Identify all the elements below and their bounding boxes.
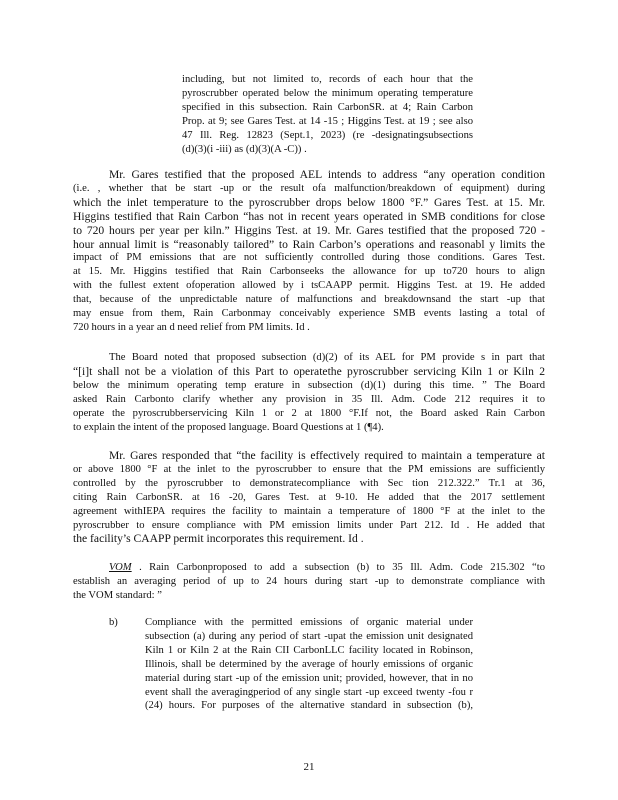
paragraph-line: hour annual limit is “reasonably tailored” to Rain Carbon’s operations and reasonabl y limits the [73,237,545,251]
paragraph-line: The Board noted that proposed subsection (d)(2) of its AEL for PM provide s in part that [109,352,545,363]
quote-line: Kiln 1 or Kiln 2 at the Rain CII CarbonLLC facility located in Robinson, [145,644,473,656]
quote-line: event shall the averagingperiod of any single start -up exceed twenty -fou r [145,686,473,698]
paragraph-line: the VOM standard: ” [73,589,162,601]
subsection-b-label: b) [109,617,118,628]
paragraph-line: at 15. Mr. Higgins testified that Rain Carbonseeks the allowance for up to720 hours to align [73,266,545,278]
paragraph-line: 720 hours in a year an d need relief from PM limits. Id . [73,321,310,333]
paragraph-line: Mr. Gares testified that the proposed AEL intends to address “any operation condition [109,168,545,181]
paragraph-line: agreement withIEPA requires the facility to maintain a temperature of 1800 °F at the inlet to the [73,505,545,517]
paragraph-line: to explain the intent of the proposed language. Board Questions at 1 (¶4). [73,421,384,433]
paragraph-line: operate the pyroscrubberservicing Kiln 1 or 2 at 1800 °F.If not, the Board asked Rain Carbon [73,407,545,419]
vom-heading: VOM [109,562,132,573]
quote-line: specified in this subsection. Rain CarbonSR. at 4; Rain Carbon [182,101,473,113]
quote-line: (d)(3)(i -iii) as (d)(3)(A -C)) . [182,143,307,155]
paragraph-line: which the inlet temperature to the pyroscrubber drops below 1800 °F.” Gares Test. at 15. Mr. [73,195,545,209]
quote-line: pyroscrubber operated below the minimum operating temperature [182,87,473,99]
quote-line: Compliance with the permitted emissions of organic material under [145,617,473,628]
paragraph-line: controlled by the pyroscrubber to demonstratecompliance with Sec tion 212.322.” Tr.1 at 36, [73,477,545,489]
quote-line: Illinois, shall be determined by the average of hourly emissions of organic [145,658,473,670]
paragraph-line: “[i]t shall not be a violation of this Part to operatethe pyroscrubber servicing Kiln 1 or Kiln 2 [73,364,545,378]
paragraph-line: below the minimum operating temp erature in subsection (d)(1) during this time. ” The Board [73,379,545,391]
paragraph-line: pyroscrubber to ensure compliance with PM emission limits under Part 212. Id . He added that [73,519,545,531]
quote-line: material during start -up of the emission unit; provided, however, that in no [145,672,473,684]
paragraph-line: impact of PM emissions that are not sufficiently controlled during those conditions. Gares Test. [73,252,545,264]
paragraph-line: Mr. Gares responded that “the facility is effectively required to maintain a temperature at [109,449,545,462]
quote-line: including, but not limited to, records of each hour that the [182,74,473,85]
quote-line: (24) hours. For purposes of the alternative standard in subsection (b), [145,700,473,712]
paragraph-vom [73,561,545,603]
block-quote-top [182,73,473,156]
paragraph-line: with the fullest extent ofoperation allowed by i tsCAAPP permit. Higgins Test. at 19. He added [73,280,545,292]
paragraph-line: citing Rain CarbonSR. at 16 -20, Gares Test. at 9-10. He added that the 2017 settlement [73,491,545,503]
paragraph-gares-higgins-testimony [73,168,545,335]
paragraph-gares-response [73,449,545,546]
quote-line: Prop. at 9; see Gares Test. at 14 -15 ; Higgins Test. at 19 ; see also [182,115,473,127]
quote-line: subsection (a) during any period of start -upat the emission unit designated [145,630,473,642]
paragraph-line: asked Rain Carbonto clarify whether any provision in 35 Ill. Adm. Code 212 requires it to [73,393,545,405]
paragraph-board-question [73,351,545,434]
block-quote-subsection-b [145,616,473,713]
paragraph-line-first [73,561,545,575]
vom-first-line-text: . Rain Carbonproposed to add a subsection (b) to 35 Ill. Adm. Code 215.302 “to [139,562,545,573]
paragraph-line: establish an averaging period of up to 24 hours during start -up to demonstrate compliance with [73,575,545,587]
paragraph-line: to 720 hours per year per kiln.” Higgins Test. at 19. Mr. Gares testified that the proposed 720 - [73,223,545,237]
paragraph-line: (i.e. , whether that be start -up or the result ofa malfunction/breakdown of equipment) during [73,182,545,194]
paragraph-line: Higgins testified that Rain Carbon “has not in recent years operated in SMB conditions for close [73,209,545,223]
paragraph-line: that, because of the unpredictable nature of malfunctions and breakdownsand the start -up that [73,294,545,306]
paragraph-line: the facility’s CAAPP permit incorporates this requirement. Id . [73,532,364,546]
page-number: 21 [303,761,315,773]
paragraph-line: may ensue from them, Rain Carbonmay conceivably experience SMB events lasting a total of [73,308,545,320]
paragraph-line: or above 1800 °F at the inlet to the pyroscrubber to ensure that the PM emissions are sufficiently [73,463,545,475]
quote-line: 47 Ill. Reg. 12823 (Sept.1, 2023) (re -designatingsubsections [182,129,473,141]
